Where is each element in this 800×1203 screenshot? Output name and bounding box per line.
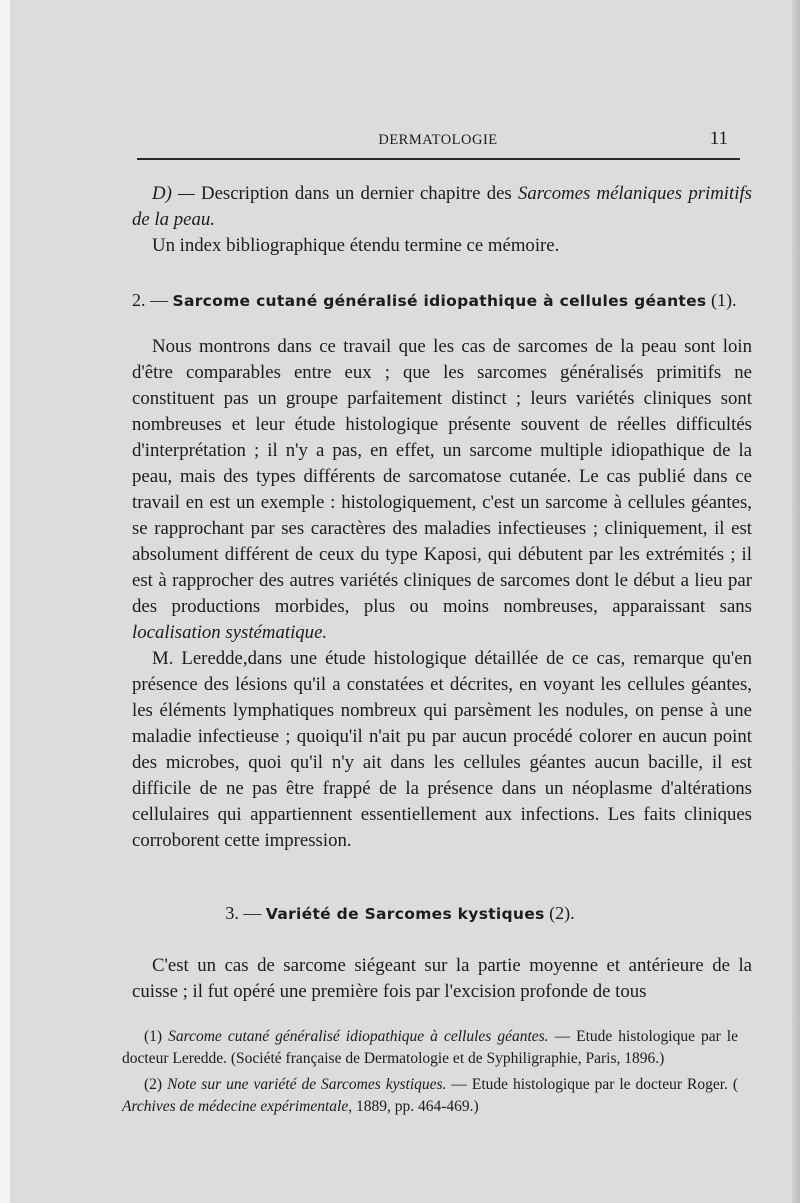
paragraph: M. Leredde,dans une étude histologique détaillée de ce cas, remarque qu'en présence des lésions qu'il a constatées et décrites, en voyant les cellules géantes, les éléments lymphatiques nombreux qui parsèment les nodules, on pense à une maladie infectieuse ; quoiqu'il n'ait pu par aucun procédé colorer en aucun point des microbes, quoi qu'il n'y ait dans les cellules géantes aucun bacille, il est difficile de ne pas être frappé de la présence dans un néoplasme d'altérations cellulaires qui appartiennent essentiellement aux infections. Les faits cliniques corroborent cette impression.: [132, 648, 752, 851]
section-2-title: Sarcome cutané généralisé idiopathique à cellules géantes: [172, 292, 707, 310]
footnote-2: (2) Note sur une variété de Sarcomes kystiques. — Etude histologique par le docteur Roger. ( Archives de médecine expérimentale, 1889, pp. 464-469.): [122, 1076, 739, 1115]
running-head-title: DERMATOLOGIE: [378, 132, 498, 148]
page-shadow: [792, 0, 800, 1203]
footnote-1: (1) Sarcome cutané généralisé idiopathique à cellules géantes. — Etude histologique par le docteur Leredde. (Société française de Dermatologie et de Syphiligraphie, Paris, 1896.): [122, 1028, 738, 1067]
page-number: 11: [709, 128, 728, 149]
section-2-body: [132, 334, 752, 854]
paragraph: C'est un cas de sarcome siégeant sur la partie moyenne et antérieure de la cuisse ; il fut opéré une première fois par l'excision profonde de tous: [132, 955, 752, 1002]
section-3-body: [132, 953, 752, 1005]
section-2-heading: 2. — Sarcome cutané généralisé idiopathique à cellules géantes (1).: [132, 290, 737, 310]
index-sentence: Un index bibliographique étendu termine ce mémoire.: [152, 235, 560, 256]
section-d-block: [132, 181, 752, 259]
header-rule: [137, 158, 740, 160]
page-edge: [0, 0, 10, 1203]
footnotes: [122, 1026, 738, 1122]
section-3-title: Variété de Sarcomes kystiques: [265, 905, 545, 923]
section-3-heading: 3. — Variété de Sarcomes kystiques (2).: [225, 903, 575, 923]
section-d-paragraph: D) — Description dans un dernier chapitre des Sarcomes mélaniques primitifs de la peau.: [132, 183, 752, 230]
paragraph: Nous montrons dans ce travail que les cas de sarcomes de la peau sont loin d'être comparables entre eux ; que les sarcomes généralisés primitifs ne constituent pas un groupe parfaitement distinct ; leurs variétés cliniques sont nombreuses et leur étude histologique présente souvent de réelles difficultés d'interprétation ; il n'y a pas, en effet, un sarcome multiple idiopathique de la peau, mais des types différents de sarcomatose cutanée. Le cas publié dans ce travail en est un exemple : histologiquement, c'est un sarcome à cellules géantes, se rapprochant par ses caractères des maladies infectieuses ; cliniquement, il est absolument différent de ceux du type Kaposi, qui débutent par les extrémités ; il est à rapprocher des autres variétés cliniques de sarcomes dont le début a lieu par des productions morbides, plus ou moins nombreuses, apparaissant sans localisation systématique.: [132, 336, 752, 643]
running-head: [138, 128, 738, 152]
